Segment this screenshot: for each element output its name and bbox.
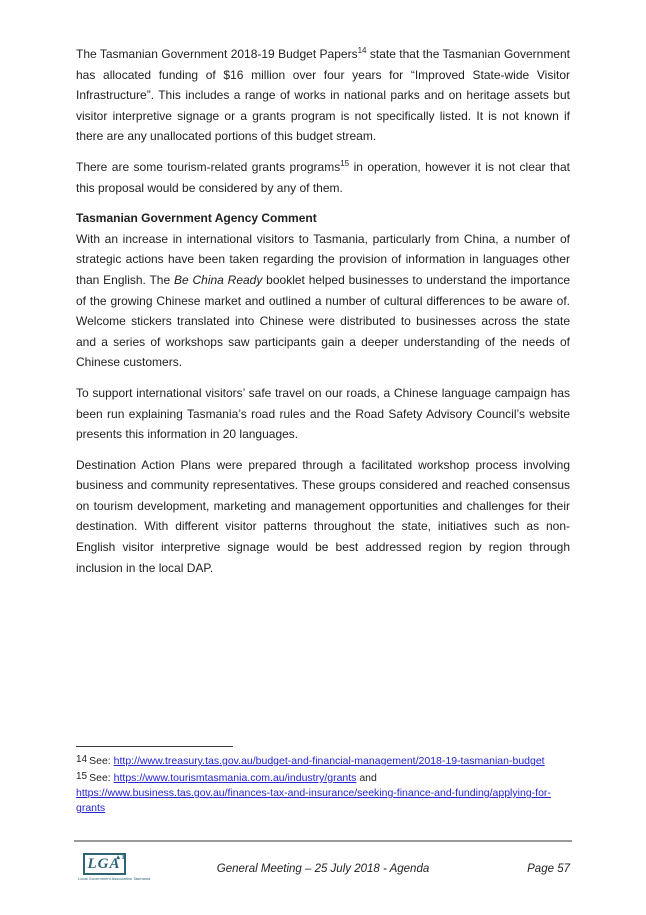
section-heading-agency-comment: Tasmanian Government Agency Comment: [76, 211, 317, 226]
treasury-budget-link[interactable]: http://www.treasury.tas.gov.au/budget-and-financial-management/2018-19-tasmanian-budget: [113, 755, 545, 767]
footnote-14-marker: 14: [76, 754, 88, 765]
lgat-logo-caption: Local Government Association Tasmania: [78, 876, 151, 881]
footnote-15-conjunction: and: [356, 772, 377, 784]
paragraph-text: There are some tourism-related grants programs: [76, 159, 341, 174]
paragraph-grants-programs: [76, 157, 570, 198]
paragraph-text: state that the Tasmanian Government has allocated funding of $16 million over four years for “Improved State-wide Visitor Infrastructure”. This includes a range of works in national parks and on heritage assets but visitor interpretive signage or a grants program is not specifically listed. It is not known if there are any unallocated portions of this budget stream.: [76, 47, 570, 144]
footer-divider: [74, 840, 572, 842]
document-body: [76, 44, 570, 588]
footnote-ref-15: 15: [340, 158, 350, 168]
lgat-logo-text: LGA: [87, 856, 121, 872]
footnote-15: [76, 769, 570, 816]
paragraph-text: With an increase in international visitors to Tasmania, particularly from China, a number of strategic actions have been taken regarding the provision of information in languages other than English. The: [76, 231, 570, 287]
footer-meeting-title: General Meeting – 25 July 2018 - Agenda: [216, 863, 430, 875]
footnote-14: [76, 752, 570, 769]
paragraph-china-ready: [76, 229, 570, 373]
book-title-be-china-ready: Be China Ready: [173, 272, 263, 287]
footnote-ref-14: 14: [357, 46, 367, 55]
footer-page-number: Page 57: [527, 863, 570, 875]
paragraph-text: in operation, however it is not clear that this proposal would be considered by any of them.: [76, 159, 570, 195]
footnotes-section: [76, 746, 570, 816]
tourism-tasmania-grants-link[interactable]: https://www.tourismtasmania.com.au/industry/grants: [113, 772, 357, 784]
business-tasmania-grants-link[interactable]: https://www.business.tas.gov.au/finances-tax-and-insurance/seeking-finance-and-funding/applying-for-grants: [76, 787, 551, 814]
footnote-14-label: See:: [89, 755, 114, 767]
footnote-separator: [76, 746, 233, 747]
tasmania-map-icon: ▴T: [116, 853, 127, 861]
paragraph-budget-papers: [76, 44, 570, 147]
paragraph-destination-action-plans: Destination Action Plans were prepared through a facilitated workshop process involving business and community representatives. These groups considered and reached consensus on tourism development, marketing and management opportunities and challenges for their destination. With different visitor patterns throughout the state, initiatives such as non-English visitor interpretive signage would be best addressed region by region through inclusion in the local DAP.: [76, 457, 570, 575]
footnote-15-label: See:: [89, 772, 114, 784]
paragraph-text: booklet helped businesses to understand the importance of the growing Chinese market and outlined a number of cultural differences to be aware of. Welcome stickers translated into Chinese were distributed to businesses across the state and a series of workshops saw participants gain a deeper understanding of the needs of Chinese customers.: [76, 272, 570, 370]
paragraph-road-safety: To support international visitors’ safe travel on our roads, a Chinese language campaign has been run explaining Tasmania’s road rules and the Road Safety Advisory Council’s website presents this information in 20 languages.: [76, 385, 570, 442]
footnote-15-marker: 15: [76, 771, 88, 782]
paragraph-text: The Tasmanian Government 2018-19 Budget Papers: [76, 47, 358, 61]
